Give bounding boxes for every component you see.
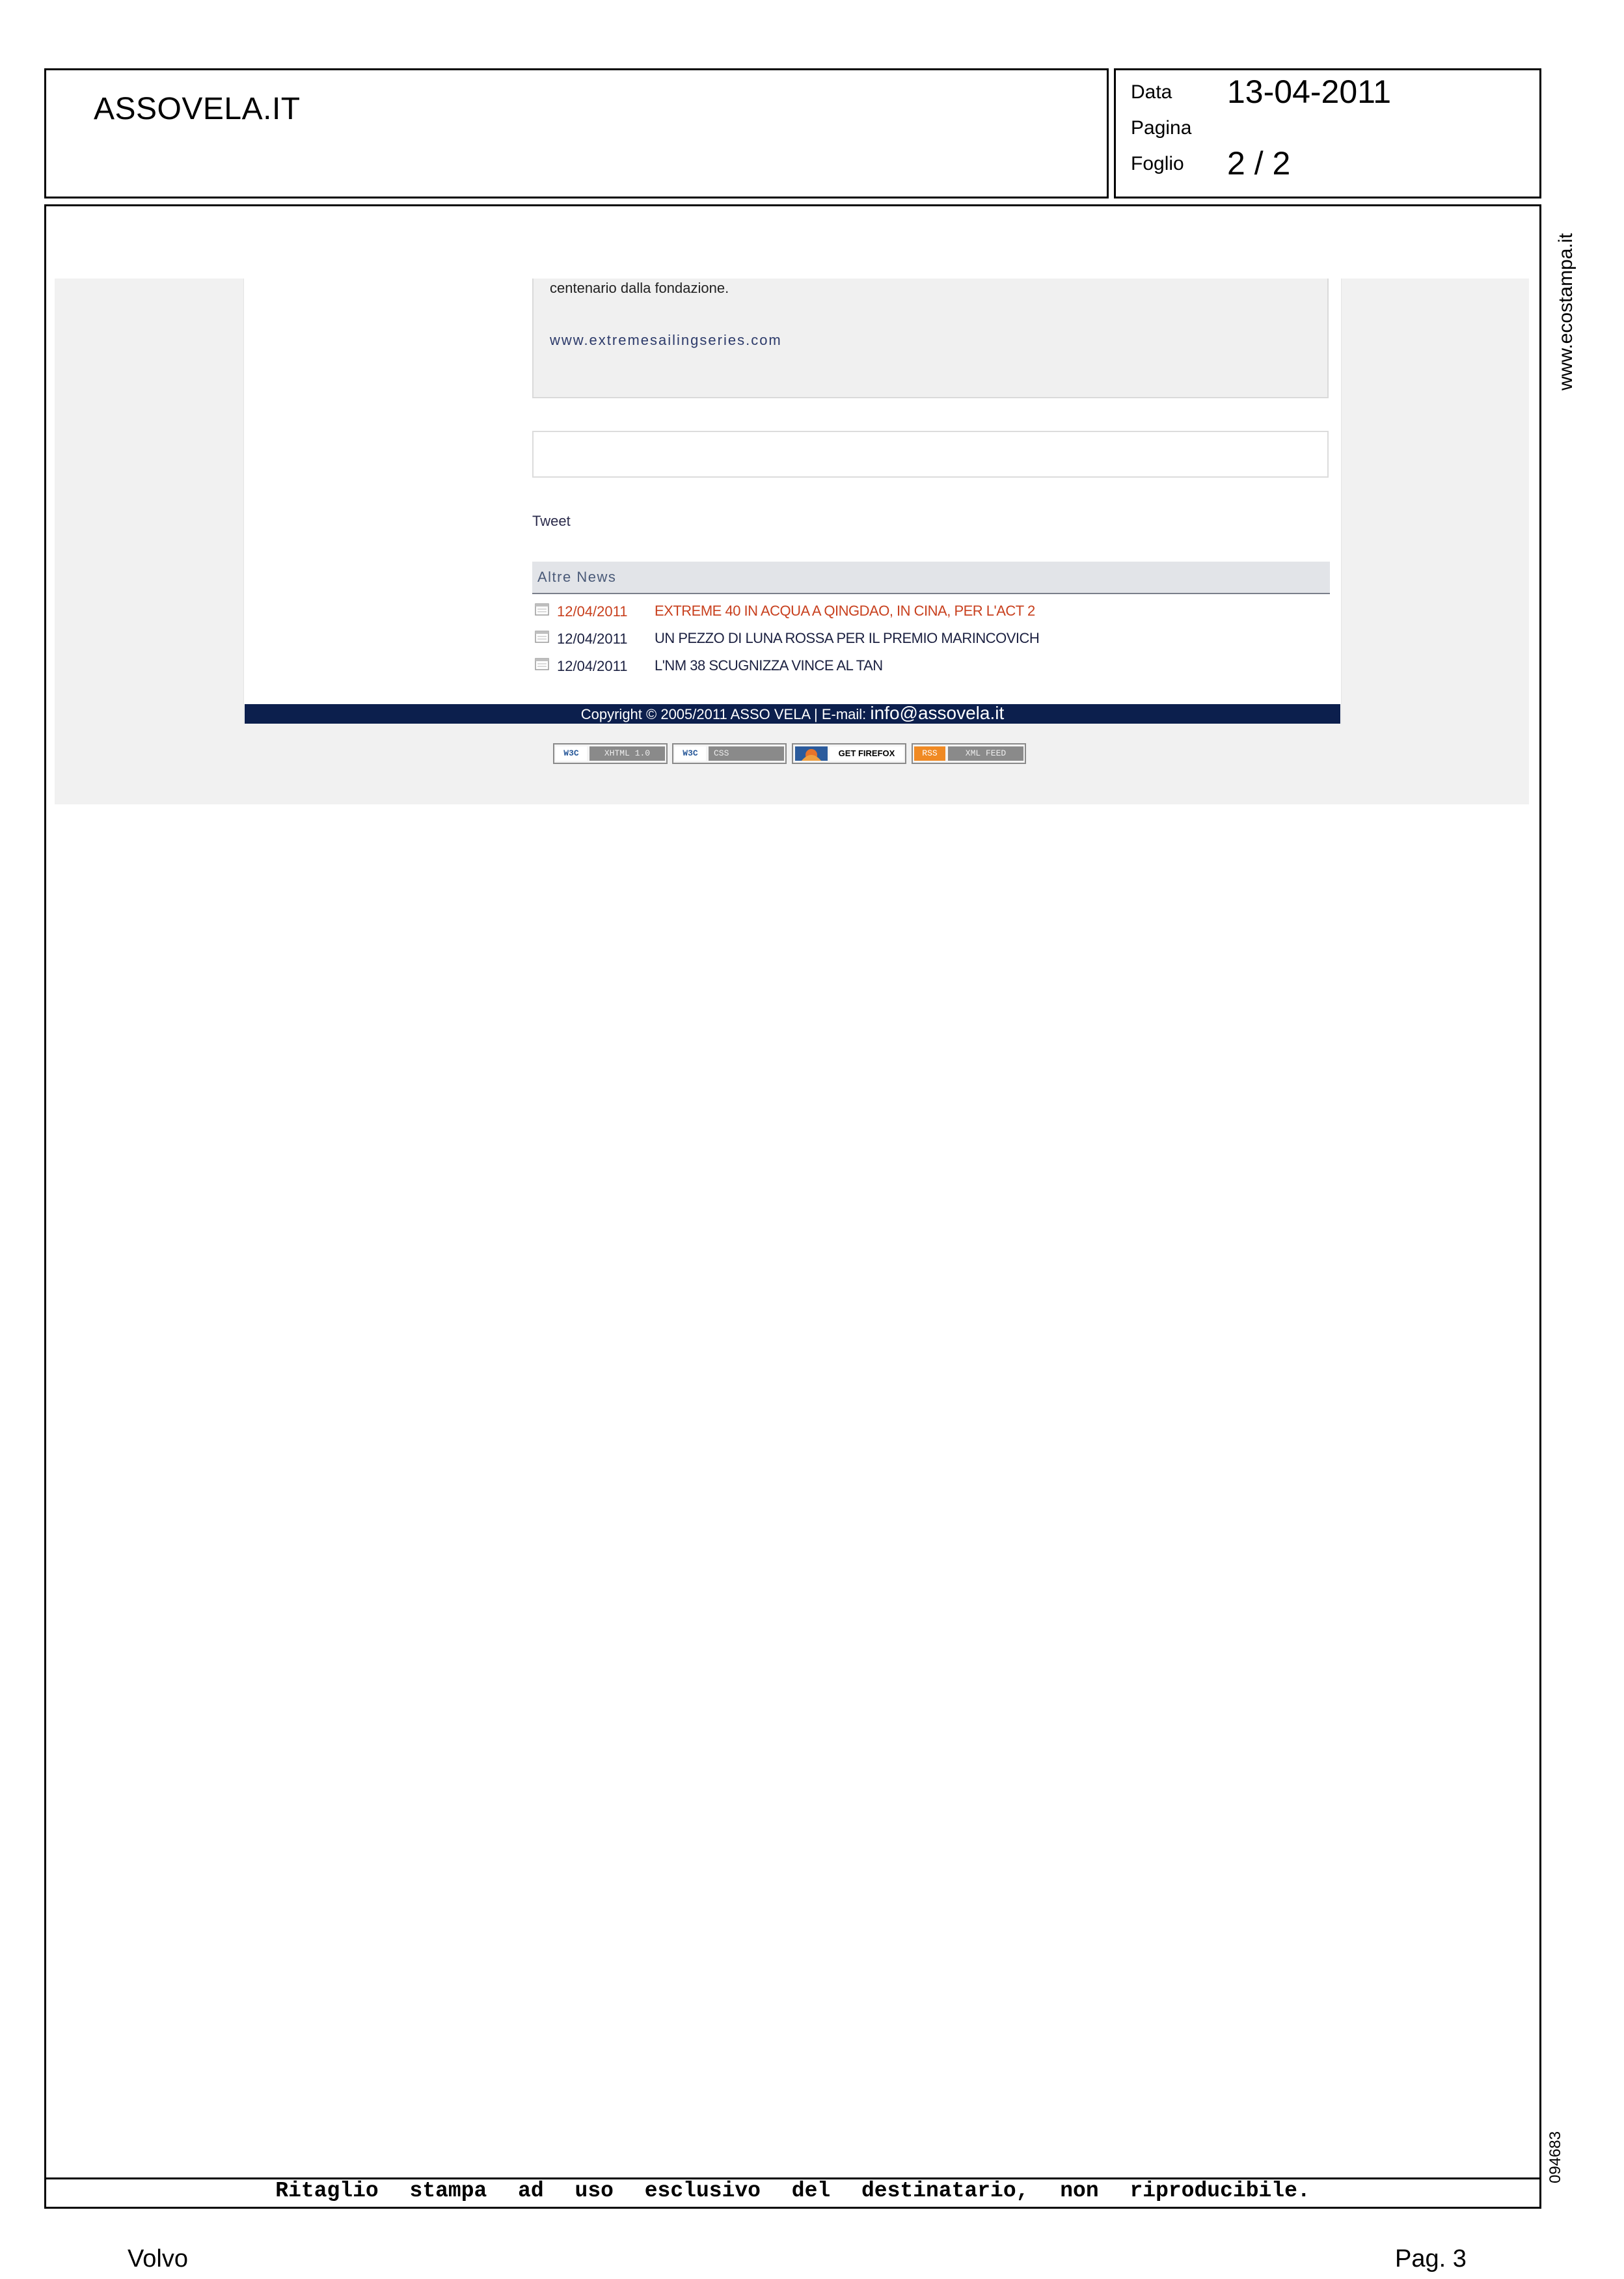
news-section-header [532, 562, 1330, 594]
news-section-title: Altre News [537, 569, 617, 585]
get-firefox-badge[interactable] [792, 743, 906, 764]
source-name: ASSOVELA.IT [94, 92, 301, 126]
news-date: 12/04/2011 [557, 658, 628, 674]
data-label: Data [1131, 81, 1172, 103]
tweet-button[interactable]: Tweet [532, 513, 571, 529]
badge-right-label: CSS [709, 746, 784, 761]
pagina-label: Pagina [1131, 117, 1192, 139]
copyright-email-link[interactable]: info@assovela.it [870, 703, 1005, 723]
news-item[interactable] [534, 600, 1327, 625]
badge-left-label: W3C [556, 746, 587, 761]
calendar-icon [535, 657, 549, 670]
badge-right-label: GET FIREFOX [830, 746, 904, 761]
calendar-icon [535, 630, 549, 643]
calendar-icon [535, 603, 549, 616]
news-item[interactable] [534, 655, 1327, 679]
news-date: 12/04/2011 [557, 631, 628, 647]
rss-feed-badge[interactable] [912, 743, 1026, 764]
copyright-text: Copyright © 2005/2011 ASSO VELA | E-mail: [580, 706, 871, 722]
foglio-label: Foglio [1131, 153, 1184, 174]
badge-right-label: XML FEED [948, 746, 1023, 761]
copyright [245, 703, 1340, 724]
news-title-link[interactable]: EXTREME 40 IN ACQUA A QINGDAO, IN CINA, PER L'ACT 2 [655, 603, 1035, 619]
article-link[interactable]: www.extremesailingseries.com [550, 332, 782, 348]
ecostampa-url: www.ecostampa.it [1555, 233, 1577, 390]
article-text: centenario dalla fondazione. [550, 280, 729, 296]
firefox-icon [795, 746, 828, 761]
badge-right-label: XHTML 1.0 [589, 746, 665, 761]
header-source-box [44, 68, 1109, 198]
disclaimer: Ritaglio stampa ad uso esclusivo del destinatario, non riproducibile. [275, 2179, 1310, 2203]
news-date: 12/04/2011 [557, 603, 628, 620]
badge-left-label: W3C [675, 746, 706, 761]
w3c-xhtml-badge[interactable] [553, 743, 668, 764]
client-name: Volvo [128, 2245, 188, 2272]
news-title-link[interactable]: UN PEZZO DI LUNA ROSSA PER IL PREMIO MARINCOVICH [655, 630, 1040, 646]
clipping-code: 094683 [1547, 2131, 1564, 2183]
news-title-link[interactable]: L'NM 38 SCUGNIZZA VINCE AL TAN [655, 657, 883, 674]
foglio-value: 2 / 2 [1227, 145, 1291, 182]
news-item[interactable] [534, 627, 1327, 652]
share-box [532, 431, 1329, 478]
badge-left-label: RSS [914, 746, 945, 761]
w3c-css-badge[interactable] [672, 743, 787, 764]
page-number: Pag. 3 [1395, 2245, 1467, 2272]
data-value: 13-04-2011 [1227, 74, 1392, 110]
